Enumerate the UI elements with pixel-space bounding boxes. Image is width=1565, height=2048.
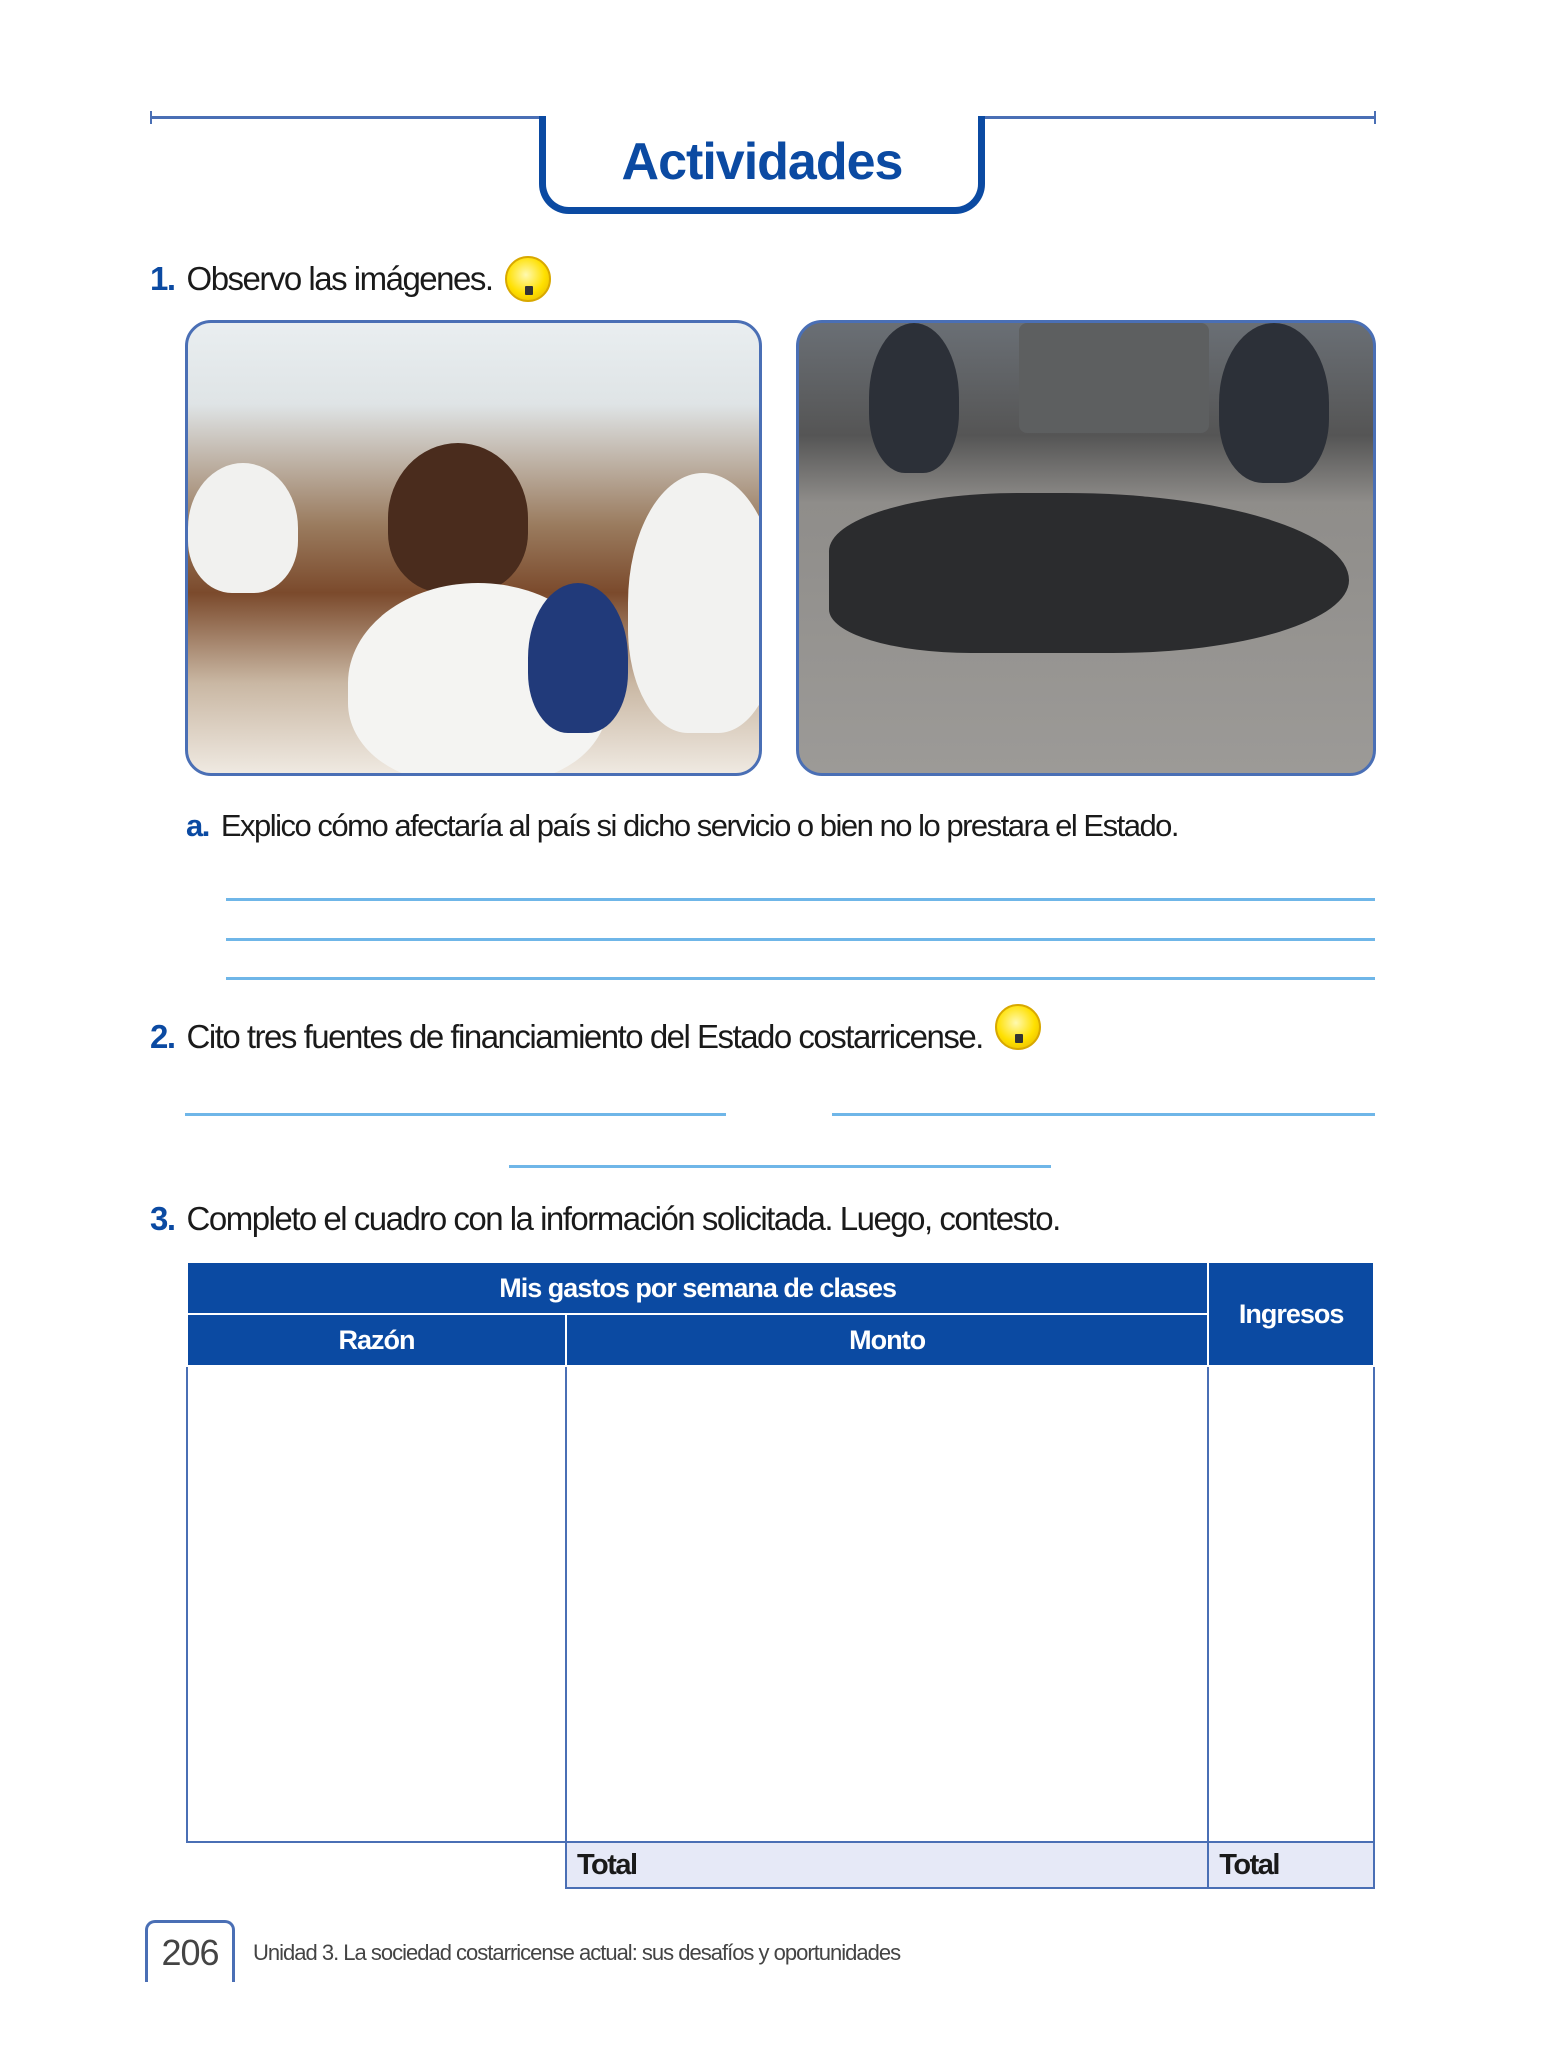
section-title-box	[539, 116, 985, 214]
sub-letter: a.	[186, 808, 209, 843]
question-number: 3.	[150, 1200, 175, 1237]
answer-line[interactable]	[185, 1113, 726, 1116]
page-number: 206	[145, 1920, 235, 1982]
sub-text: Explico cómo afectaría al país si dicho servicio o bien no lo prestara el Estado.	[220, 808, 1179, 843]
empty-cell	[187, 1842, 566, 1888]
road-paving-photo	[796, 320, 1376, 776]
question-2	[150, 1018, 1041, 1056]
question-text: Completo el cuadro con la información solicitada. Luego, contesto.	[186, 1200, 1060, 1237]
question-number: 1.	[150, 260, 175, 297]
total-amount-cell[interactable]: Total	[566, 1842, 1208, 1888]
question-text: Observo las imágenes.	[186, 260, 493, 297]
income-cell[interactable]	[1208, 1366, 1374, 1842]
expenses-table	[186, 1261, 1375, 1889]
classroom-photo	[185, 320, 762, 776]
answer-line[interactable]	[226, 977, 1375, 980]
header-amount: Monto	[566, 1314, 1208, 1366]
lightbulb-icon	[995, 1004, 1041, 1050]
reason-cell[interactable]	[187, 1366, 566, 1842]
question-3	[150, 1200, 1060, 1238]
amount-cell[interactable]	[566, 1366, 1208, 1842]
answer-line[interactable]	[509, 1165, 1051, 1168]
answer-line[interactable]	[226, 898, 1375, 901]
answer-line[interactable]	[226, 938, 1375, 941]
footer-unit-title: Unidad 3. La sociedad costarricense actual: sus desafíos y oportunidades	[253, 1940, 901, 1965]
question-number: 2.	[150, 1018, 175, 1055]
question-1a	[186, 808, 1178, 844]
section-title: Actividades	[621, 132, 903, 191]
header-expenses: Mis gastos por semana de clases	[187, 1262, 1208, 1314]
question-text: Cito tres fuentes de financiamiento del Estado costarricense.	[186, 1018, 983, 1055]
question-1	[150, 256, 551, 302]
lightbulb-icon	[505, 256, 551, 302]
header-income: Ingresos	[1208, 1262, 1374, 1366]
answer-line[interactable]	[832, 1113, 1375, 1116]
total-income-cell[interactable]: Total	[1208, 1842, 1374, 1888]
header-reason: Razón	[187, 1314, 566, 1366]
